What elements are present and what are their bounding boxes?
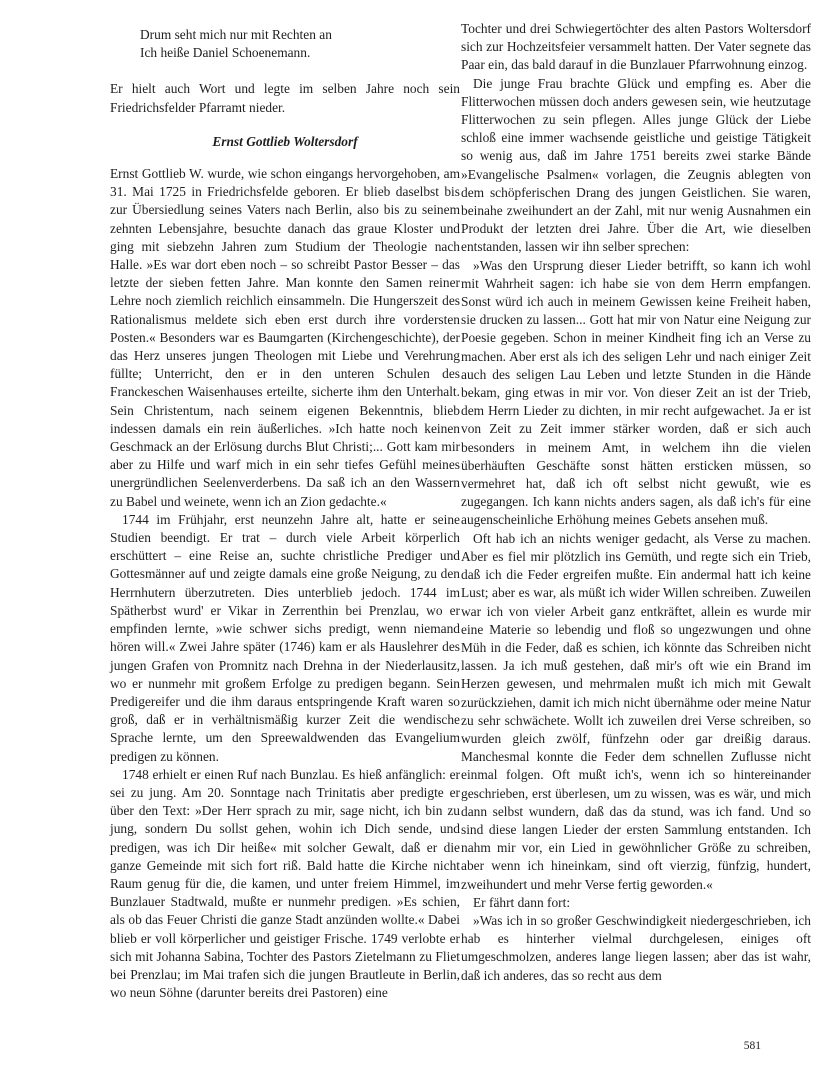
section-heading: Ernst Gottlieb Woltersdorf xyxy=(212,133,358,149)
left-paragraph-3: 1744 im Frühjahr, erst neunzehn Jahre alt, hatte er seine Studien beendigt. Er trat – durch viele Arbeit körperlich erschüttert – eine Reise an, suchte christliche Prediger und Gottesmänner auf und zeigte damals eine große Neigung, zu den Herrnhutern überzutreten. Dies unterblieb jedoch. 1744 im Spätherbst wurd' er Vikar in Zerrenthin bei Prenzlau, wo er empfinden lernte, »wie schwer sichs predigt, wenn niemand hören will.« Zwei Jahre später (1746) kam er als Hauslehrer des jungen Grafen von Promnitz nach Drehna in der Niederlausitz, wo er nunmehr mit großem Erfolge zu predigen begann. Sein Predigereifer und die ihm daraus entspringende Kraft waren so groß, daß er in verhältnismäßig kurzer Zeit die wendische Sprache lernte, um den Spreewaldwenden das Evangelium predigen zu können. xyxy=(110,511,460,764)
right-column xyxy=(461,20,811,985)
right-paragraph-4: Oft hab ich an nichts weniger gedacht, als Verse zu machen. Aber es fiel mir plötzlich ins Gemüth, und regte sich ein Trieb, daß ich die Feder ergreifen mußte. Ein andermal hatt ich keine Lust; aber es war, als müßt ich wider Willen schreiben. Zuweilen war ich von vieler Arbeit ganz entkräftet, allein es wurde mir eine Materie so lebendig und floß so ungezwungen und ohne Müh in die Feder, daß es schien, ich könnte das Schreiben nicht lassen. Ja ich muß gestehen, daß mir's oft wie ein Brand im Herzen gewesen, und mehrmalen mußt ich mich mit Gewalt zurückziehen, damit ich mich nicht übernähme oder meine Natur zu sehr schwächete. Wollt ich zuweilen drei Verse schreiben, so wurden gleich zwölf, fünfzehn oder gar dreißig daraus. Manchesmal konnte die Feder dem schnellen Zuflusse nicht einmal folgen. Oft mußt ich's, wenn ich so hintereinander geschrieben, erst überlesen, um zu wissen, was es wär, und mich dann selbst wundern, daß das da stund, was ich fand. Und so sind diese langen Lieder der ersten Sammlung entstanden. Ich nahm mir vor, ein Lied in gewöhnlicher Größe zu schreiben, aber wenn ich hineinkam, sind oft vierzig, fünfzig, hundert, zweihundert und mehr Verse fertig geworden.« xyxy=(461,530,811,892)
right-paragraph-2: Die junge Frau brachte Glück und empfing es. Aber die Flitterwochen müssen doch anders gewesen sein, wie heutzutage Flitterwochen zu sein pflegen. Alles junge Glück der Liebe schloß eine immer wachsende geistliche und geistige Tätigkeit so wenig aus, daß im Jahre 1751 bereits zwei starke Bände »Evangelische Psalmen« vorlagen, die Zeugnis ablegten von dem schöpferischen Drang des jungen Geistlichen. Sie waren, beinahe zweihundert an der Zahl, mit nur wenig Ausnahmen ein Produkt der letzten drei Jahre. Über die Art, wie dieselben entstanden, lassen wir ihn selber sprechen: xyxy=(461,75,811,255)
left-paragraph-4: 1748 erhielt er einen Ruf nach Bunzlau. Es hieß anfänglich: er sei zu jung. Am 20. Sonntage nach Trinitatis aber predigte er über den Text: »Der Herr sprach zu mir, sage nicht, ich bin zu jung, sondern Du sollst gehen, wohin ich Dich sende, und predigen, was ich Dir heiße« mit solcher Gewalt, daß er die ganze Gemeinde mit sich fort riß. Bald hatte die Kirche nicht Raum genug für die, die kamen, und unter freiem Himmel, im Bunzlauer Stadtwald, mußte er nunmehr predigen. »Es schien, als ob das Feuer Christi die ganze Stadt anzünden wollte.« Dabei blieb er voll körperlicher und geistiger Frische. 1749 verlobte er sich mit Johanna Sabina, Tochter des Pastors Zietelmann zu Fliet bei Prenzlau; im Mai trafen sich die jungen Brautleute in Berlin, wo neun Söhne (darunter bereits drei Pastoren) eine xyxy=(110,766,460,1001)
verse-line-2: Ich heiße Daniel Schoenemann. xyxy=(140,45,311,61)
right-paragraph-6: »Was ich in so großer Geschwindigkeit niedergeschrieben, ich hab es hinterher vielmal durchgelesen, einiges oft umgeschmolzen, anderes lange liegen lassen; aber das ist wahr, daß ich anderes, das so recht aus dem xyxy=(461,912,811,983)
page-number: 581 xyxy=(743,1040,761,1052)
right-paragraph-3: »Was den Ursprung dieser Lieder betrifft, so kann ich wohl mit Wahrheit sagen: ich habe sie von dem Herrn empfangen. Sonst würd ich auch in meinem Gewissen keine Freiheit haben, sie drucken zu lassen... Gott hat mir von Natur eine Neigung zur Poesie gegeben. Schon in meiner Kindheit fing ich an Verse zu machen. Aber erst als ich des seligen Lehr und nach einiger Zeit auch des seligen Lau Leben und letzte Stunden in die Hände bekam, ging etwas in mir vor. Von dieser Zeit an ist der Trieb, dem Herrn Lieder zu dichten, in mir recht aufgewachet. Ja er ist von Zeit zu Zeit immer stärker worden, daß er sich auch besonders in meinem Amt, in welchem ihn die vielen überhäuften Geschäfte sonst hätten ersticken müssen, so vermehret hat, daß ich oft selbst nicht gewußt, wie es zugegangen. Ich kann nichts anders sagen, als daß ich's für eine augenscheinliche Erhöhung meines Gebets ansehen muß. xyxy=(461,257,811,528)
verse-quote xyxy=(140,26,460,62)
left-paragraph-2: Ernst Gottlieb W. wurde, wie schon eingangs hervorgehoben, am 31. Mai 1725 in Friedrichsfelde geboren. Er blieb daselbst bis zur Übersiedlung seines Vaters nach Berlin, also bis zu seinem zehnten Lebensjahre, besuchte danach das graue Kloster und ging mit siebzehn Jahren zum Studium der Theologie nach Halle. »Es war dort eben noch – so schreibt Pastor Besser – das letzte der sieben fetten Jahre. Man konnte den Samen reiner Lehre noch ziemlich reichlich einsammeln. Die Hungerszeit des Rationalismus meldete sich eben erst durch ihre vordersten Posten.« Besonders war es Baumgarten (Kirchengeschichte), der das Herz unseres jungen Theologen mit Liebe und Verehrung füllte; Unterricht, den er in den unteren Schulen des Franckeschen Waisenhauses erteilte, sicherte ihm den Unterhalt. Sein Christentum, nach seinem eigenen Bekenntnis, blieb indessen damals ein rein äußerliches. »Ich hatte noch keinen Geschmack an der Erlösung durchs Blut Christi;... Gott kam mir aber zu Hilfe und warf mich in ein sehr tiefes Gefühl meines unergründlichen Seelenverderbens. Da saß ich an den Wassern zu Babel und weinete, wenn ich an Zion gedachte.« xyxy=(110,166,460,509)
left-paragraph-1: Er hielt auch Wort und legte im selben Jahre noch sein Friedrichsfelder Pfarramt nieder. xyxy=(110,81,460,115)
right-paragraph-1: Tochter und drei Schwiegertöchter des alten Pastors Woltersdorf sich zur Hochzeitsfeier versammelt hatten. Der Vater segnete das Paar ein, das bald darauf in die Bunzlauer Pfarrwohnung einzog. xyxy=(461,21,811,73)
verse-line-1: Drum seht mich nur mit Rechten an xyxy=(140,27,332,42)
left-column xyxy=(110,20,460,1002)
right-paragraph-5: Er fährt dann fort: xyxy=(473,894,571,910)
